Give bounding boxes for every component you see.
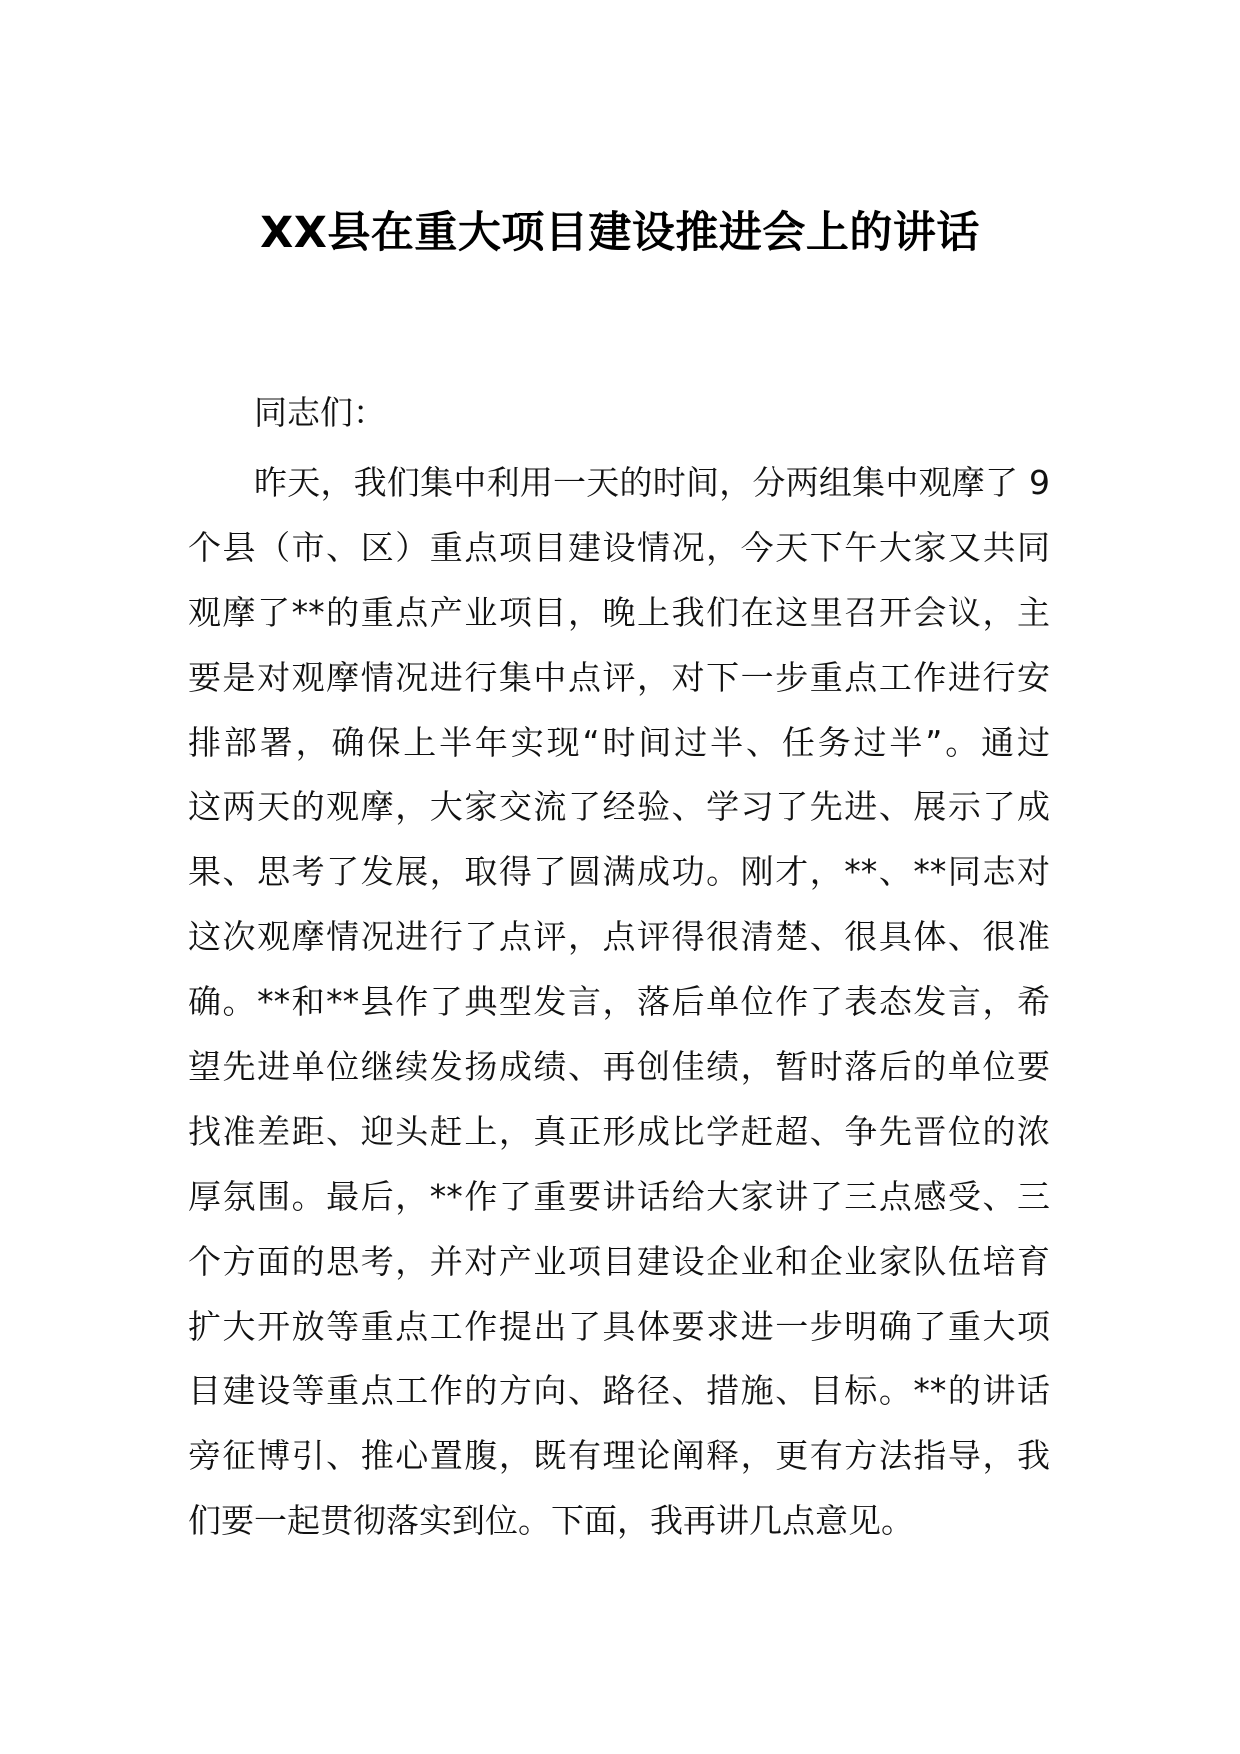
salutation: 同志们： (254, 393, 386, 432)
paragraph-line: 个方面的思考，并对产业项目建设企业和企业家队伍培育 (188, 1241, 1050, 1281)
paragraph-line: 个县（市、区）重点项目建设情况，今天下午大家又共同 (188, 527, 1050, 567)
paragraph-line: 这两天的观摩，大家交流了经验、学习了先进、展示了成 (188, 787, 1050, 827)
paragraph-line: 厚氛围。最后，**作了重要讲话给大家讲了三点感受、三 (188, 1176, 1050, 1216)
paragraph-line: 昨天，我们集中利用一天的时间，分两组集中观摩了 9 (254, 463, 1050, 502)
body-paragraph (188, 451, 1050, 1554)
paragraph-line: 要是对观摩情况进行集中点评，对下一步重点工作进行安 (188, 657, 1050, 697)
paragraph-line: 望先进单位继续发扬成绩、再创佳绩，暂时落后的单位要 (188, 1047, 1050, 1087)
paragraph-line: 这次观摩情况进行了点评，点评得很清楚、很具体、很准 (188, 917, 1050, 957)
document-title: XX县在重大项目建设推进会上的讲话 (260, 208, 980, 258)
paragraph-line: 扩大开放等重点工作提出了具体要求进一步明确了重大项 (188, 1306, 1050, 1346)
paragraph-line: 找准差距、迎头赶上，真正形成比学赶超、争先晋位的浓 (188, 1111, 1050, 1151)
paragraph-line: 排部署，确保上半年实现“时间过半、任务过半”。通过 (188, 722, 1050, 762)
paragraph-line: 目建设等重点工作的方向、路径、措施、目标。**的讲话 (188, 1371, 1050, 1411)
paragraph-line: 果、思考了发展，取得了圆满成功。刚才，**、**同志对 (188, 852, 1050, 892)
paragraph-line-last: 们要一起贯彻落实到位。下面，我再讲几点意见。 (188, 1501, 914, 1541)
paragraph-line: 观摩了**的重点产业项目，晚上我们在这里召开会议，主 (188, 592, 1050, 632)
paragraph-line: 确。**和**县作了典型发言，落后单位作了表态发言，希 (188, 982, 1050, 1022)
paragraph-line: 旁征博引、推心置腹，既有理论阐释，更有方法指导，我 (188, 1436, 1050, 1476)
